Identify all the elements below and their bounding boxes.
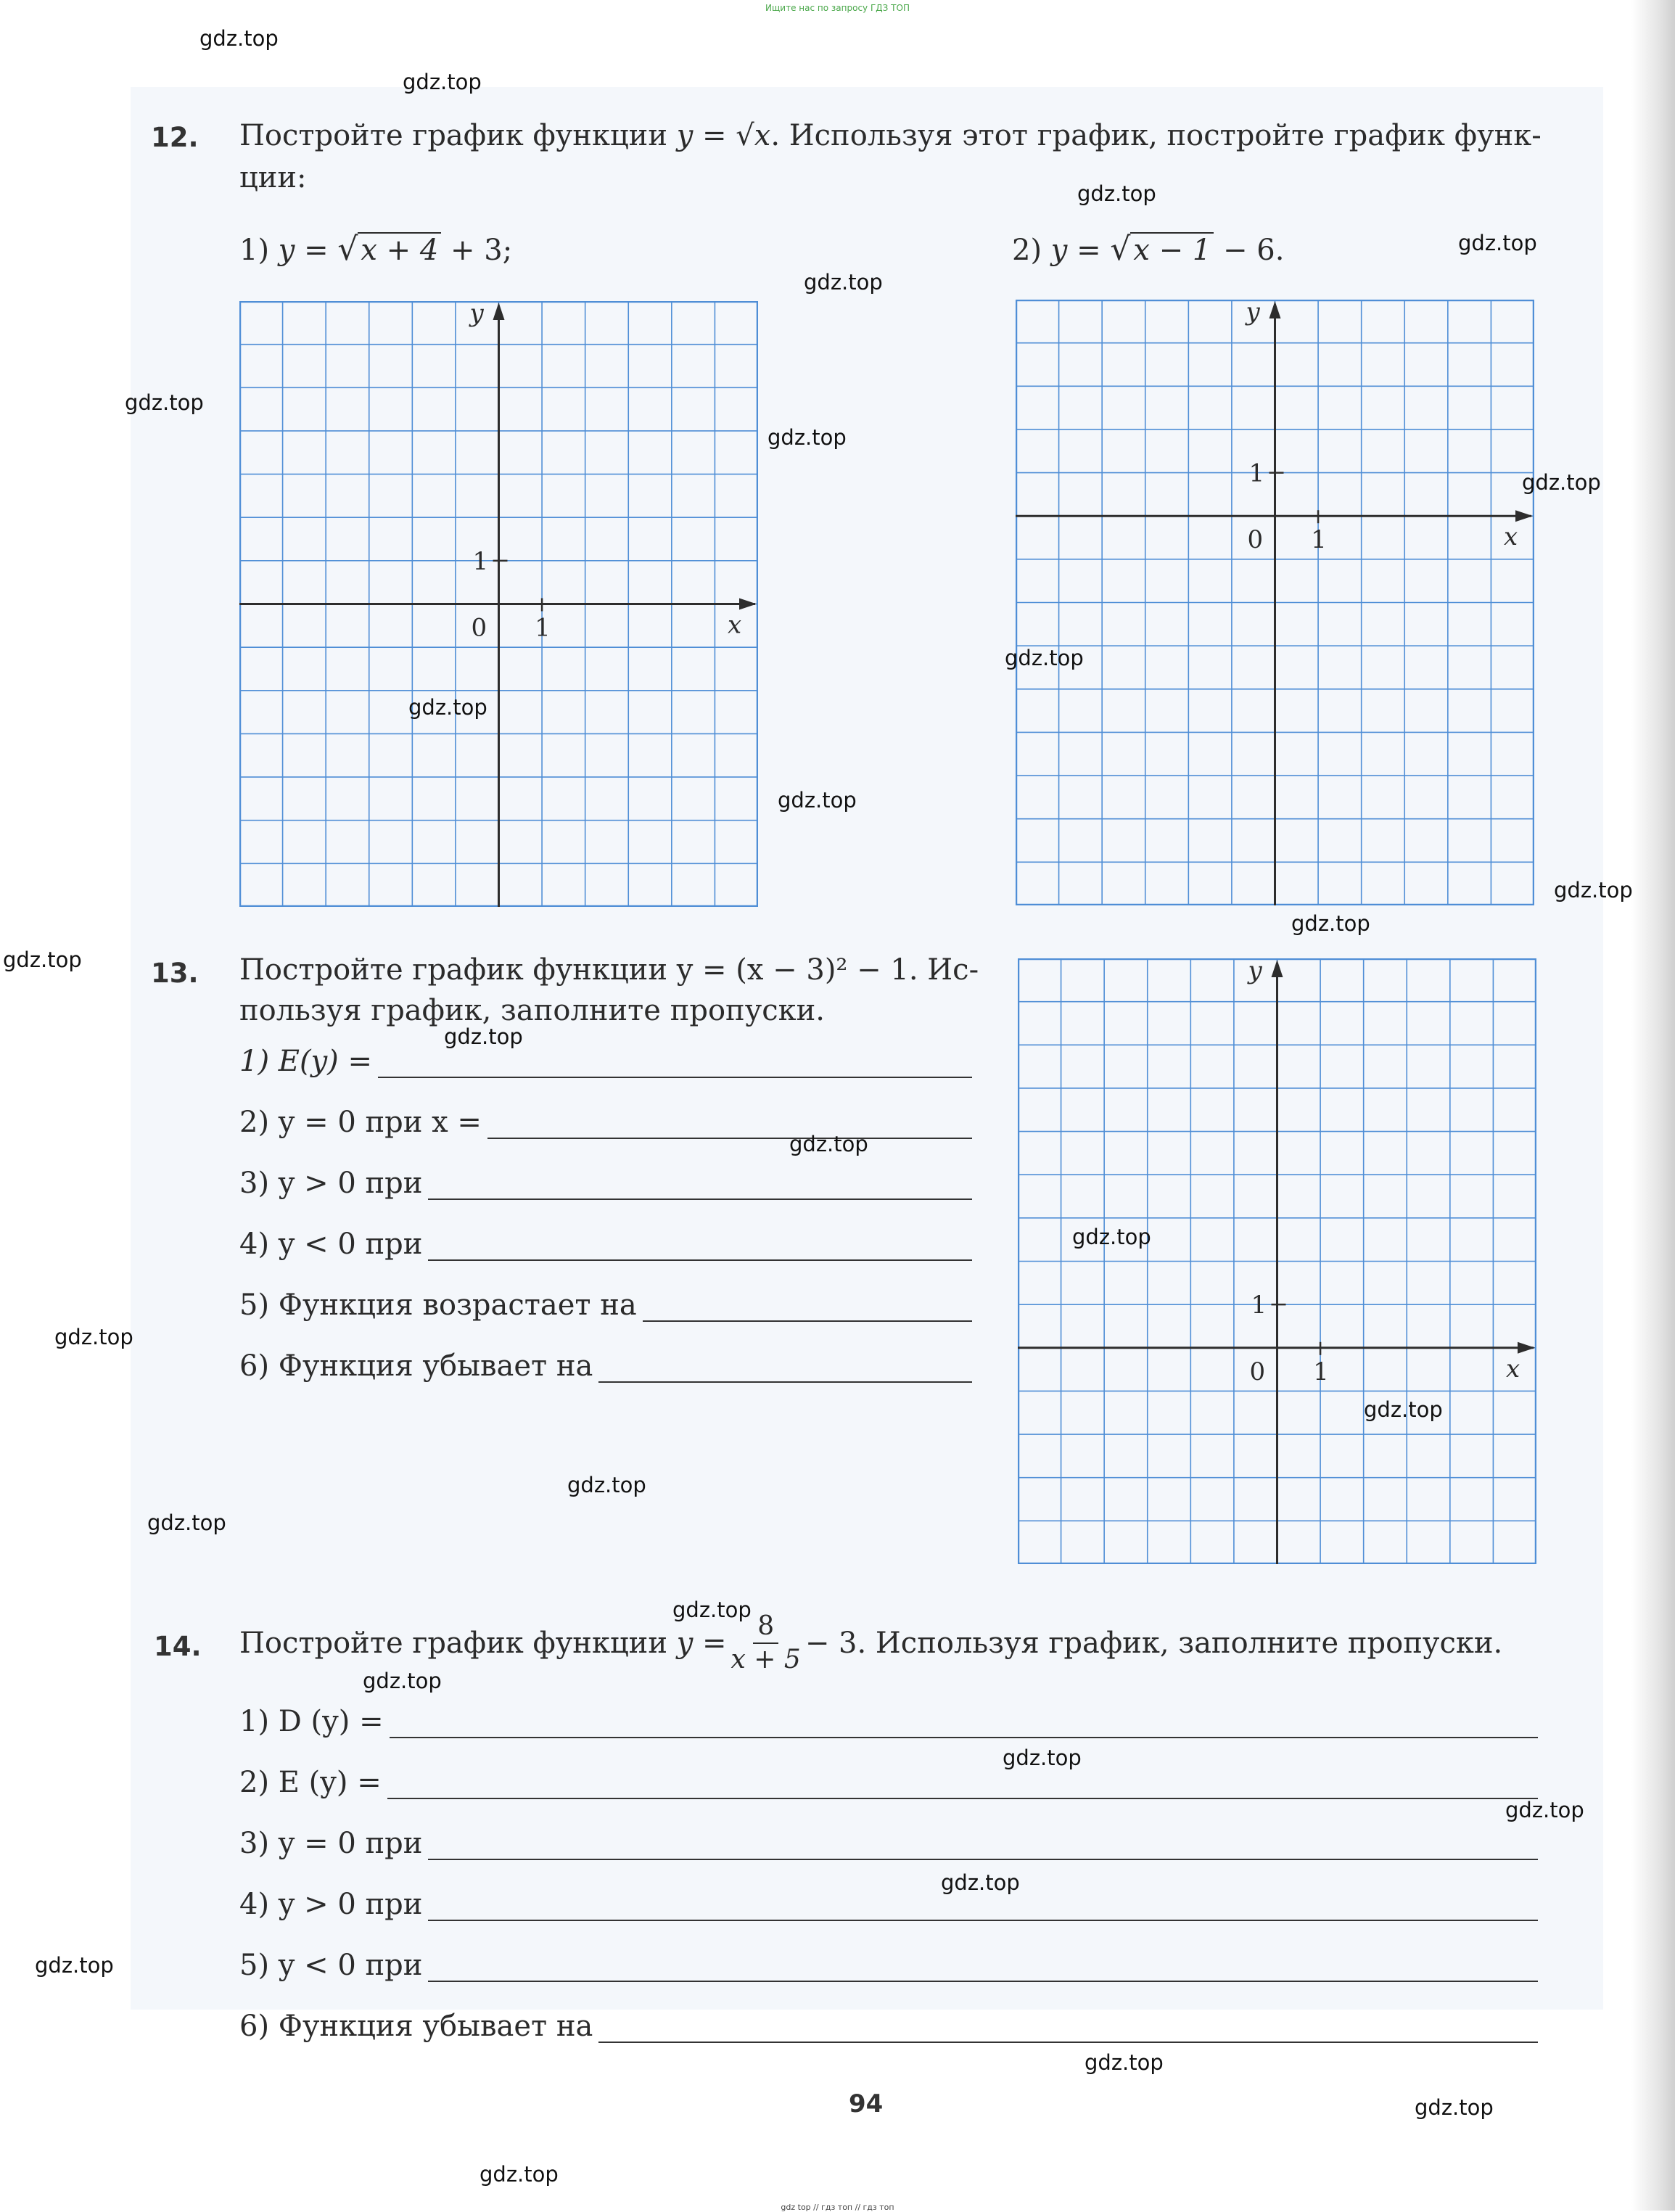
- task14-item-label: 1) D (y) =: [239, 1705, 384, 1738]
- answer-blank[interactable]: [378, 1055, 972, 1078]
- watermark: gdz.top: [1003, 1746, 1082, 1770]
- task14-intro: Постройте график функции: [239, 1627, 667, 1660]
- x-axis-label: x: [728, 610, 742, 640]
- task12-sub1-rhs: + 3;: [450, 234, 513, 267]
- watermark: gdz.top: [1458, 231, 1537, 255]
- watermark: gdz.top: [778, 788, 857, 813]
- watermark: gdz.top: [1077, 181, 1156, 206]
- task14-item-2: [239, 1766, 1538, 1799]
- fraction-numerator: 8: [753, 1611, 778, 1644]
- task14-item-1: [239, 1705, 1538, 1738]
- watermark: gdz.top: [408, 695, 487, 720]
- watermark: gdz.top: [567, 1473, 646, 1497]
- origin-label: 0: [1249, 1357, 1266, 1386]
- task12-func: y = √x: [676, 119, 771, 152]
- task13-item-label: 6) Функция убывает на: [239, 1349, 593, 1383]
- task13-item-5: [239, 1288, 972, 1322]
- task14-number: 14.: [154, 1631, 202, 1662]
- x-unit-label: 1: [1313, 1357, 1329, 1386]
- task14-item-label: 4) y > 0 при: [239, 1888, 423, 1921]
- task13-item-3: [239, 1167, 972, 1200]
- task14-item-5: [239, 1949, 1538, 1982]
- watermark: gdz.top: [1291, 911, 1370, 936]
- y-unit-label: 1: [1248, 459, 1265, 488]
- task13-line2: пользуя график, заполните пропуски.: [239, 994, 826, 1027]
- watermark: gdz.top: [767, 425, 847, 450]
- task13-item-label: 4) y < 0 при: [239, 1228, 423, 1261]
- answer-blank[interactable]: [390, 1715, 1538, 1738]
- task14-item-3: [239, 1827, 1538, 1860]
- task12-sub1-radicand: x + 4: [358, 232, 441, 267]
- sqrt-icon: √: [1110, 231, 1131, 268]
- y-axis-arrow-icon: [1272, 960, 1283, 977]
- task13-item-label: 2) y = 0 при x =: [239, 1106, 482, 1139]
- watermark: gdz.top: [1522, 470, 1601, 495]
- grid-task12-1[interactable]: [239, 301, 758, 907]
- x-unit-label: 1: [535, 613, 551, 643]
- task14-line: [239, 1611, 1502, 1676]
- answer-blank[interactable]: [428, 1898, 1538, 1921]
- task12-sub1-label: 1): [239, 234, 270, 267]
- watermark: gdz.top: [363, 1669, 442, 1693]
- task14-item-label: 5) y < 0 при: [239, 1949, 423, 1982]
- watermark: gdz.top: [1085, 2050, 1164, 2075]
- watermark: gdz.top: [941, 1870, 1020, 1895]
- task12-sub2-rhs: − 6.: [1223, 234, 1285, 267]
- x-axis-arrow-icon: [1515, 510, 1533, 522]
- watermark: gdz.top: [1415, 2095, 1494, 2120]
- watermark: gdz.top: [35, 1953, 114, 1978]
- watermark: gdz.top: [1364, 1397, 1443, 1422]
- answer-blank[interactable]: [598, 1360, 972, 1383]
- task13-item-label: 5) Функция возрастает на: [239, 1288, 637, 1322]
- y-axis-label: y: [1246, 300, 1260, 326]
- x-axis-arrow-icon: [1518, 1342, 1535, 1354]
- page-edge-shadow: [1631, 0, 1675, 2211]
- answer-blank[interactable]: [428, 1238, 972, 1261]
- watermark: gdz.top: [147, 1510, 226, 1535]
- x-axis-label: x: [1506, 1354, 1520, 1383]
- y-axis-arrow-icon: [493, 303, 505, 320]
- task12-sub2: [1012, 231, 1284, 268]
- fraction-denominator: x + 5: [731, 1645, 801, 1674]
- task12-intro: Постройте график функции: [239, 119, 667, 152]
- task14-item-label: 2) E (y) =: [239, 1766, 382, 1799]
- watermark: gdz.top: [444, 1024, 523, 1049]
- watermark: gdz.top: [1505, 1798, 1584, 1822]
- task13-item-1: [239, 1045, 972, 1078]
- task12-rest: . Используя этот график, постройте график функ-: [770, 119, 1542, 152]
- bottom-banner: gdz top // гдз топ // гдз топ: [781, 2203, 894, 2212]
- watermark: gdz.top: [199, 26, 279, 51]
- watermark: gdz.top: [672, 1598, 752, 1622]
- watermark: gdz.top: [804, 270, 883, 295]
- task12-number: 12.: [151, 122, 199, 153]
- watermark: gdz.top: [3, 947, 82, 972]
- task12-sub2-lhs: y =: [1050, 234, 1101, 267]
- answer-blank[interactable]: [428, 1959, 1538, 1982]
- y-axis-label: y: [1248, 958, 1262, 985]
- grid-task12-2[interactable]: [1016, 300, 1534, 905]
- answer-blank[interactable]: [428, 1837, 1538, 1860]
- watermark: gdz.top: [480, 2162, 559, 2187]
- task12-sub1: [239, 231, 512, 268]
- task13-item-label: 1) E(y) =: [239, 1045, 373, 1078]
- grid-task13[interactable]: [1018, 958, 1536, 1564]
- answer-blank[interactable]: [387, 1776, 1538, 1799]
- watermark: gdz.top: [1554, 878, 1633, 903]
- task14-y-eq: y =: [676, 1627, 727, 1660]
- watermark: gdz.top: [1072, 1225, 1151, 1249]
- sqrt-icon: √: [337, 231, 358, 268]
- task12-sub2-label: 2): [1012, 234, 1042, 267]
- answer-blank[interactable]: [643, 1299, 972, 1322]
- y-unit-label: 1: [472, 546, 489, 576]
- x-axis-arrow-icon: [739, 599, 757, 610]
- page-number: 94: [849, 2089, 884, 2118]
- origin-label: 0: [471, 613, 487, 643]
- x-unit-label: 1: [1311, 525, 1327, 555]
- answer-blank[interactable]: [428, 1177, 972, 1200]
- y-unit-label: 1: [1251, 1291, 1267, 1320]
- task14-item-4: [239, 1888, 1538, 1921]
- y-axis-arrow-icon: [1269, 301, 1281, 318]
- answer-blank[interactable]: [487, 1116, 972, 1139]
- task12-sub2-radicand: x − 1: [1130, 232, 1214, 267]
- answer-blank[interactable]: [598, 2020, 1538, 2043]
- task13-item-4: [239, 1228, 972, 1261]
- task14-item-6: [239, 2010, 1538, 2043]
- task12-line1: [239, 119, 1542, 152]
- task13-line1: Постройте график функции y = (x − 3)² − 1. Ис-: [239, 953, 979, 987]
- task13-item-label: 3) y > 0 при: [239, 1167, 423, 1200]
- top-banner: Ищите нас по запросу ГДЗ ТОП: [765, 3, 910, 13]
- task14-item-label: 6) Функция убывает на: [239, 2010, 593, 2043]
- watermark: gdz.top: [789, 1132, 868, 1156]
- watermark: gdz.top: [125, 390, 204, 415]
- watermark: gdz.top: [1005, 646, 1084, 670]
- x-axis-label: x: [1504, 522, 1518, 552]
- task13-number: 13.: [151, 958, 199, 989]
- watermark: gdz.top: [403, 70, 482, 94]
- task13-item-6: [239, 1349, 972, 1383]
- origin-label: 0: [1247, 525, 1264, 555]
- watermark: gdz.top: [54, 1325, 133, 1349]
- task14-item-label: 3) y = 0 при: [239, 1827, 423, 1860]
- task14-rest: − 3. Используя график, заполните пропуски.: [804, 1627, 1503, 1660]
- task12-sub1-lhs: y =: [278, 234, 329, 267]
- task12-line2: ции:: [239, 161, 307, 194]
- y-axis-label: y: [469, 301, 484, 328]
